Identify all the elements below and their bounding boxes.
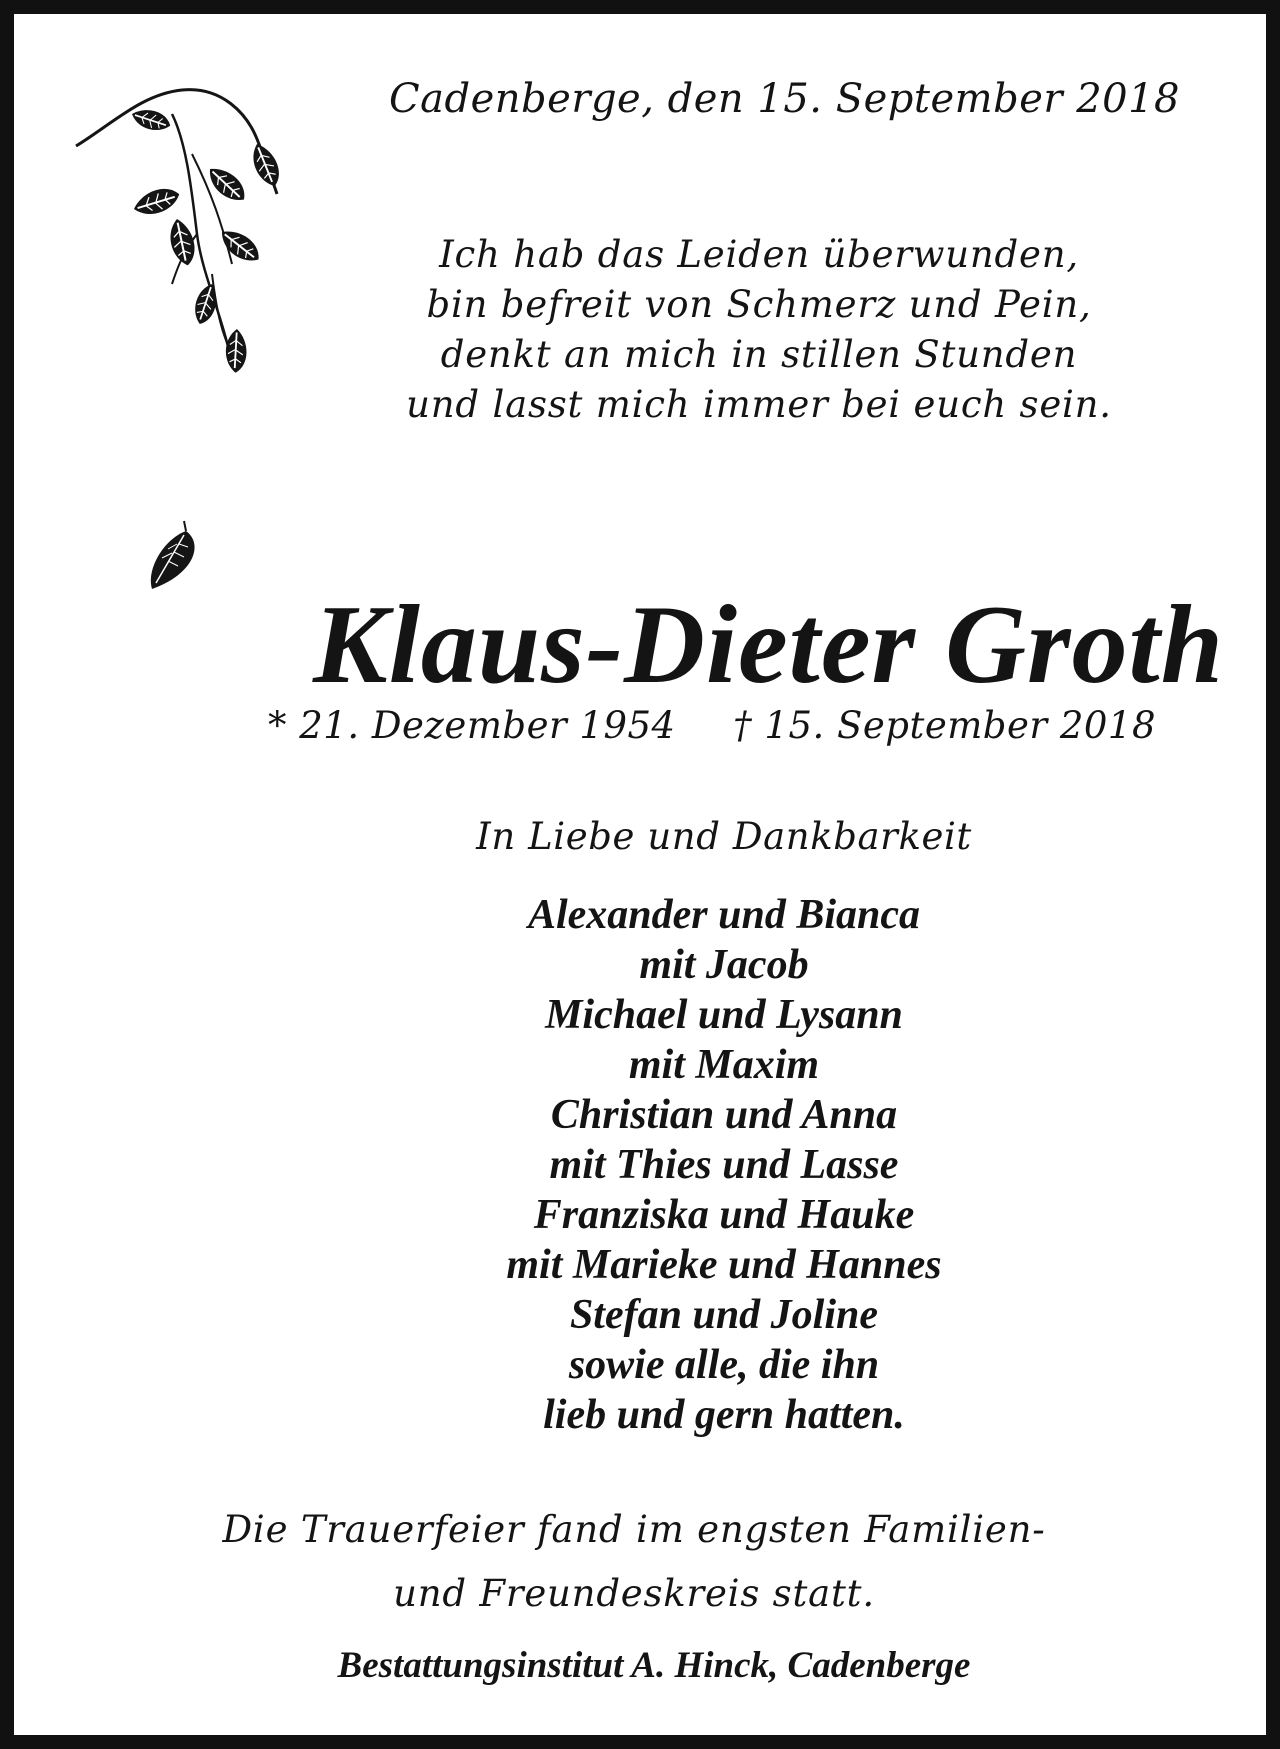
poem-line: Ich hab das Leiden überwunden,	[439, 233, 1079, 276]
mourner-line: mit Thies und Lasse	[549, 1142, 899, 1188]
poem-line: und lasst mich immer bei euch sein.	[406, 383, 1112, 426]
funeral-home: Bestattungsinstitut A. Hinck, Cadenberge	[337, 1645, 971, 1686]
poem-line: bin befreit von Schmerz und Pein,	[426, 283, 1092, 326]
greeting: In Liebe und Dankbarkeit	[476, 815, 972, 858]
deceased-name: Klaus-Dieter Groth	[313, 583, 1224, 707]
mourner-line: Michael und Lysann	[545, 992, 903, 1038]
mourner-line: Alexander und Bianca	[527, 892, 921, 938]
poem-line: denkt an mich in stillen Stunden	[440, 333, 1078, 376]
mourner-line: Christian und Anna	[550, 1092, 898, 1138]
birch-branch-icon	[72, 84, 332, 434]
mourner-line: sowie alle, die ihn	[568, 1342, 880, 1388]
birth-date: * 21. Dezember 1954	[268, 704, 676, 747]
falling-leaf-icon	[144, 519, 214, 599]
ceremony-note-line: und Freundeskreis statt.	[393, 1572, 875, 1615]
ceremony-note-line: Die Trauerfeier fand im engsten Familien-	[222, 1508, 1046, 1551]
mourner-line: Stefan und Joline	[569, 1292, 879, 1338]
mourner-line: mit Marieke und Hannes	[506, 1242, 942, 1288]
death-date: † 15. September 2018	[733, 704, 1156, 747]
mourner-line: mit Jacob	[639, 942, 809, 988]
mourner-line: Franziska und Hauke	[533, 1192, 915, 1238]
place-date: Cadenberge, den 15. September 2018	[389, 76, 1180, 122]
mourners-list	[314, 890, 1134, 1440]
poem	[354, 230, 1164, 430]
mourner-line: mit Maxim	[628, 1042, 820, 1088]
mourner-line: lieb und gern hatten.	[543, 1392, 905, 1438]
